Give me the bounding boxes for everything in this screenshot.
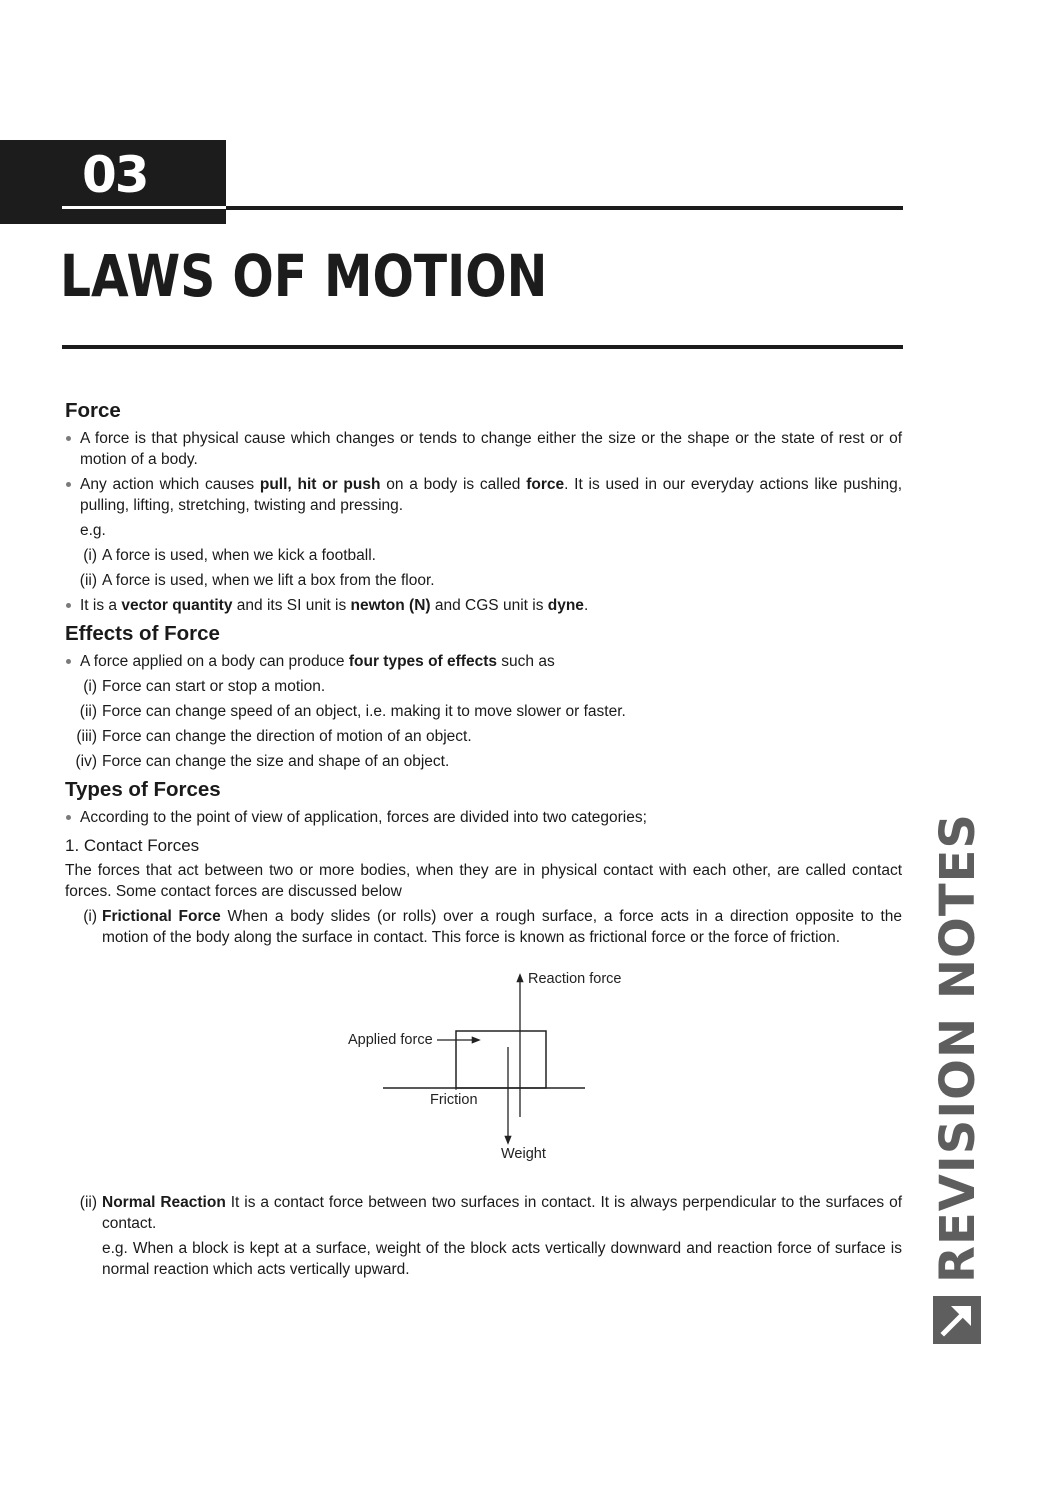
item-number: (iv) xyxy=(75,753,97,770)
chapter-number: 03 xyxy=(82,146,148,204)
text-run: and its SI unit is xyxy=(232,597,351,614)
text-run: A force applied on a body can produce xyxy=(80,653,349,670)
chapter-title: LAWS OF MOTION xyxy=(60,242,548,310)
weight-label: Weight xyxy=(501,1146,546,1162)
text-run: . It is used in our everyday actions like pushing, pulling, lifting, stretching, twisting and pressing. xyxy=(80,476,902,514)
item-number: (iii) xyxy=(76,728,97,745)
friction-diagram-svg xyxy=(65,952,902,1192)
item-text: It is a contact force between two surfaces in contact. It is always perpendicular to the surfaces of contact. xyxy=(102,1194,903,1232)
effects-bullet-1 xyxy=(65,651,902,672)
bold-term: newton (N) xyxy=(350,597,431,614)
effect-item xyxy=(65,751,902,772)
applied-force-label: Applied force xyxy=(348,1032,433,1048)
frictional-force-item xyxy=(65,906,902,948)
top-rule xyxy=(226,206,903,210)
text-run: . xyxy=(583,597,589,614)
effect-item xyxy=(65,701,902,722)
item-text: Force can start or stop a motion. xyxy=(102,678,326,695)
text-run: Any action which causes xyxy=(80,476,260,493)
item-text: Force can change the direction of motion of an object. xyxy=(102,728,472,745)
reaction-force-label: Reaction force xyxy=(528,971,622,987)
bold-term: pull, hit or push xyxy=(259,476,381,493)
revision-notes-label: REVISION NOTES xyxy=(930,813,986,1283)
item-number: (i) xyxy=(83,908,97,925)
effect-item xyxy=(65,676,902,697)
item-number: (ii) xyxy=(79,1194,97,1211)
bold-term: force xyxy=(526,476,565,493)
friction-diagram xyxy=(65,952,902,1192)
item-text: Force can change the size and shape of an object. xyxy=(102,753,450,770)
subheading-contact-forces: 1. Contact Forces xyxy=(65,836,200,855)
item-text: A force is used, when we lift a box from the floor. xyxy=(102,572,435,589)
item-number: (i) xyxy=(83,678,97,695)
text-run: such as xyxy=(497,653,555,670)
example-item xyxy=(65,570,902,591)
example-item xyxy=(65,545,902,566)
eg-label: e.g. xyxy=(80,522,106,539)
item-text: A force is used, when we kick a football. xyxy=(102,547,376,564)
types-bullet-1: According to the point of view of application, forces are divided into two categories; xyxy=(65,807,902,828)
item-number: (ii) xyxy=(79,703,97,720)
bold-term: four types of effects xyxy=(348,653,497,670)
bold-term: vector quantity xyxy=(121,597,233,614)
page-content xyxy=(65,398,902,1284)
bold-term: Frictional Force xyxy=(102,908,221,925)
text-run: on a body is called xyxy=(380,476,527,493)
force-bullet-1: A force is that physical cause which changes or tends to change either the size or the shape or the state of rest or of motion of a body. xyxy=(65,428,902,470)
text-run: and CGS unit is xyxy=(430,597,548,614)
section-heading-types: Types of Forces xyxy=(65,778,221,801)
section-heading-effects: Effects of Force xyxy=(65,622,220,645)
bold-term: dyne xyxy=(547,597,584,614)
normal-reaction-item xyxy=(65,1192,902,1234)
arrow-up-right-icon xyxy=(933,1296,981,1344)
bold-term: Normal Reaction xyxy=(102,1194,226,1211)
chapter-underline xyxy=(62,206,226,209)
bottom-rule xyxy=(62,345,903,349)
arrow-up-right-icon-svg xyxy=(933,1296,981,1344)
friction-label: Friction xyxy=(430,1092,478,1108)
text-run: It is a xyxy=(80,597,122,614)
effect-item xyxy=(65,726,902,747)
item-text: When a body slides (or rolls) over a rough surface, a force acts in a direction opposite to the motion of the body along the surface in contact. This force is known as frictional force or the force of friction. xyxy=(102,908,902,946)
section-heading-force: Force xyxy=(65,399,121,422)
force-bullet-2 xyxy=(65,474,902,516)
item-number: (ii) xyxy=(79,572,97,589)
force-bullet-3 xyxy=(65,595,902,616)
normal-reaction-example: e.g. When a block is kept at a surface, weight of the block acts vertically downward and reaction force of surface is normal reaction which acts vertically upward. xyxy=(102,1240,902,1278)
item-number: (i) xyxy=(83,547,97,564)
contact-forces-paragraph: The forces that act between two or more bodies, when they are in physical contact with each other, are called contact forces. Some contact forces are discussed below xyxy=(65,862,902,900)
item-text: Force can change speed of an object, i.e. making it to move slower or faster. xyxy=(102,703,626,720)
